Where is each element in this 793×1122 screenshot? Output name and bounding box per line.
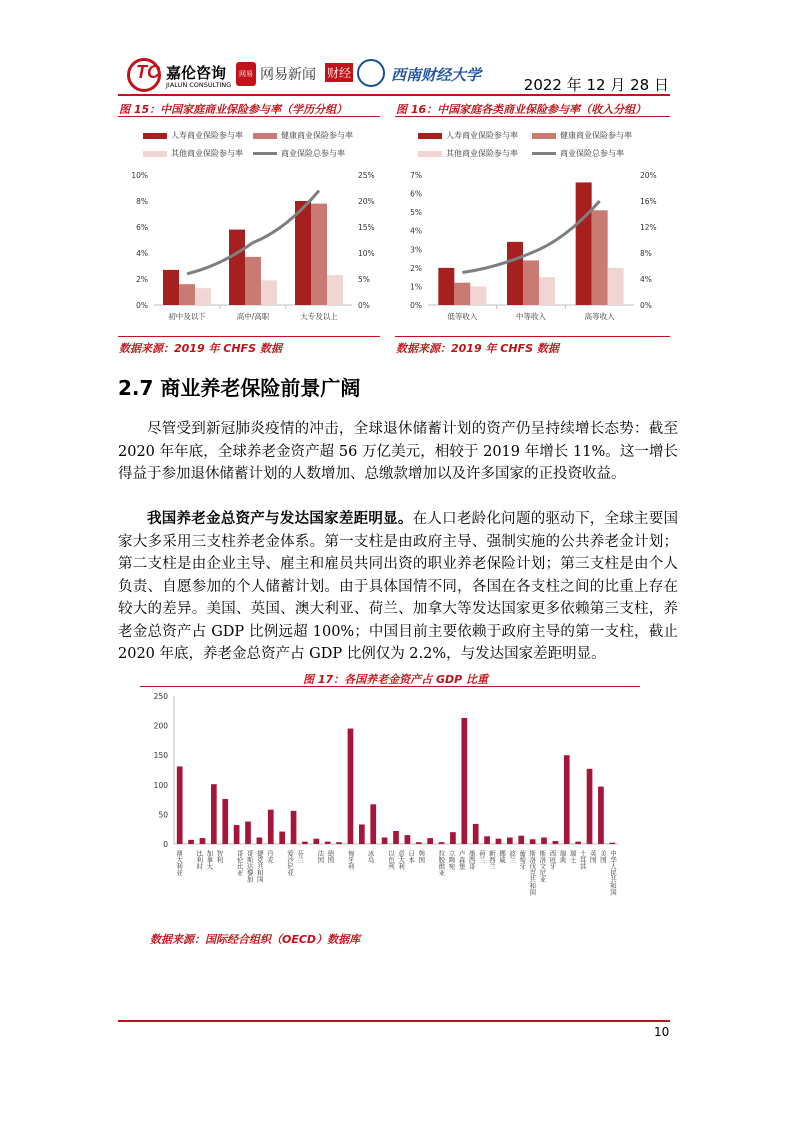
fig16-caption: 图 16：中国家庭各类商业保险参与率（收入分组） (396, 103, 647, 116)
fig17-category-label: 智利 (215, 850, 224, 863)
legend-label: 其他商业保险参与率 (446, 149, 518, 158)
fig15-x-tick-label: 大专及以上 (300, 312, 338, 321)
fig17-bar (461, 718, 467, 844)
fig17-bar (553, 841, 559, 844)
fig17-category-label: 澳大利亚 (175, 850, 184, 876)
fig17-category-label: 英国 (588, 850, 597, 863)
fig17-bar (530, 839, 536, 844)
fig15-bar (163, 270, 179, 305)
fig15-bar (261, 280, 277, 305)
fig16-ytick-right: 20% (640, 171, 657, 180)
fig15-ytick-right: 10% (358, 249, 375, 258)
fig17-bar (598, 787, 604, 844)
fig16-legend-life (418, 130, 518, 141)
fig16-bottom-rule (395, 336, 670, 337)
fig17-category-label: 墨西哥 (467, 850, 476, 870)
fig16-legend-other (418, 148, 518, 159)
fig17-bar (393, 831, 399, 844)
fig17-category-label: 葡萄牙 (518, 850, 527, 870)
fig17-top-rule (140, 686, 640, 687)
fig17-bar (279, 832, 285, 844)
fig17-category-label: 挪威 (497, 850, 506, 863)
fig17-category-label: 西班牙 (548, 850, 557, 870)
fig15-ytick-right: 5% (358, 275, 370, 284)
report-date: 2022 年 12 月 28 日 (523, 76, 669, 94)
fig15-ytick-left: 2% (136, 275, 148, 284)
legend-line (532, 152, 556, 155)
fig17-category-label: 哥伦比亚 (235, 850, 244, 876)
fig17-ytick: 100 (153, 780, 168, 790)
fig16-x-tick-label: 中等收入 (516, 312, 546, 321)
fig15-legend-life (143, 130, 243, 141)
fig17-category-label: 瑞士 (568, 850, 577, 863)
fig16-x-tick-label: 低等收入 (447, 312, 478, 321)
fig17-bar (302, 842, 308, 844)
fig17-category-label: 爱沙尼亚 (286, 850, 295, 876)
fig16-ytick-right: 12% (640, 223, 657, 232)
fig15-ytick-left: 0% (136, 301, 148, 310)
fig17-category-label: 意大利 (397, 850, 406, 870)
brand-cn: 嘉伦咨询 (166, 64, 227, 82)
paragraph-2-lead: 我国养老金总资产与发达国家差距明显。 (147, 510, 413, 527)
fig15-ytick-right: 20% (358, 197, 375, 206)
fig16-ytick-left: 1% (410, 282, 422, 292)
legend-label: 健康商业保险参与率 (281, 131, 353, 140)
fig16-ytick-right: 4% (640, 275, 652, 284)
fig15-bar (295, 201, 311, 305)
footer-divider (118, 1020, 670, 1022)
fig15-top-rule (118, 116, 380, 117)
fig15-chart (118, 165, 388, 330)
fig16-ytick-left: 2% (410, 263, 422, 273)
fig15-bar (195, 288, 211, 305)
fig17-category-label: 芬兰 (296, 850, 305, 863)
fig16-bar (576, 182, 592, 305)
fig17-category-label: 瑞典 (558, 850, 567, 863)
fig17-caption: 图 17：各国养老金资产占 GDP 比重 (303, 673, 489, 686)
fig17-bar (587, 769, 593, 844)
fig16-ytick-left: 6% (410, 189, 422, 199)
fig17-category-label: 韩国 (417, 850, 426, 863)
fig15-legend-other (143, 148, 243, 159)
fig17-bar (564, 755, 570, 844)
fig17-bar (473, 824, 479, 844)
fig17-bar (405, 835, 411, 844)
fig15-x-tick-label: 初中及以下 (168, 312, 206, 321)
fig16-bar (523, 260, 539, 305)
fig17-category-label: 中华人民共和国 (608, 850, 617, 896)
fig17-category-label: 匈牙利 (346, 850, 355, 870)
fig17-bar (496, 839, 502, 844)
fig16-bar (470, 286, 486, 305)
fig17-category-label: 卢森堡 (457, 850, 466, 870)
fig16-ytick-left: 0% (410, 301, 422, 310)
paragraph-2 (118, 508, 678, 666)
fig16-bar (507, 242, 523, 305)
fig17-bar (370, 804, 376, 844)
brand-en: JIALUN CONSULTING (166, 81, 232, 89)
fig17-ytick: 200 (153, 721, 168, 731)
fig15-bottom-rule (118, 336, 380, 337)
fig16-top-rule (395, 116, 670, 117)
caijing-badge: 财经 (325, 63, 353, 82)
fig15-bar (327, 275, 343, 305)
fig17-bar (507, 837, 513, 844)
fig16-x-tick-label: 高等收入 (584, 312, 615, 321)
legend-swatch (418, 151, 442, 157)
fig17-bar (211, 784, 217, 844)
section-title: 2.7 商业养老保险前景广阔 (118, 376, 361, 400)
fig17-category-label: 加拿大 (205, 850, 214, 870)
legend-label: 人寿商业保险参与率 (171, 131, 243, 140)
fig17-bar (484, 836, 490, 844)
fig17-bar (518, 836, 524, 844)
legend-swatch (418, 133, 442, 139)
fig17-category-label: 新西兰 (487, 850, 496, 870)
fig17-category-label: 哥斯达黎加 (245, 850, 254, 883)
fig15-ytick-right: 25% (358, 171, 375, 180)
fig17-category-label: 斯洛伐克共和国 (528, 850, 537, 896)
fig16-ytick-right: 8% (640, 249, 652, 258)
fig17-category-label: 冰岛 (366, 850, 375, 863)
fig16-ytick-left: 4% (410, 226, 422, 236)
fig17-bar (257, 837, 263, 844)
fig15-ytick-right: 0% (358, 301, 370, 310)
fig17-category-label: 丹麦 (265, 850, 274, 863)
fig17-category-label: 斯洛文尼亚 (538, 850, 547, 883)
legend-swatch (532, 133, 556, 139)
netease-name: 网易新闻 (260, 67, 316, 83)
fig17-bar (245, 822, 251, 844)
fig17-bar (200, 838, 206, 844)
fig17-bar (359, 824, 365, 844)
legend-swatch (253, 133, 277, 139)
fig16-ytick-left: 5% (410, 208, 422, 218)
fig16-legend-health (532, 130, 632, 141)
university-seal-icon (357, 59, 385, 87)
fig15-x-tick-label: 高中/高职 (236, 312, 270, 321)
legend-label: 人寿商业保险参与率 (446, 131, 518, 140)
fig17-bar (382, 837, 388, 844)
fig17-category-label: 波兰 (508, 850, 517, 863)
fig16-bar (454, 283, 470, 305)
legend-label: 健康商业保险参与率 (560, 131, 632, 140)
fig15-ytick-right: 15% (358, 223, 375, 232)
fig17-bar (313, 839, 319, 844)
fig17-category-label: 以色列 (386, 850, 395, 870)
fig17-bar (177, 766, 183, 844)
fig17-bar (541, 837, 547, 844)
fig17-ytick: 250 (153, 692, 168, 701)
fig15-caption: 图 15：中国家庭商业保险参与率（学历分组） (119, 103, 348, 116)
fig17-bar (348, 729, 354, 844)
fig17-bar (609, 843, 615, 844)
fig17-bar (439, 842, 445, 844)
logo-initials: TC (136, 62, 160, 82)
fig15-bar (179, 284, 195, 305)
legend-label: 商业保险总参与率 (560, 149, 624, 158)
fig15-ytick-left: 6% (136, 223, 148, 232)
fig15-legend-total (253, 148, 345, 159)
fig15-bar (229, 230, 245, 305)
fig17-category-label: 立陶宛 (447, 850, 456, 870)
fig17-bar (325, 842, 331, 844)
fig17-chart (140, 688, 640, 923)
paragraph-2-body: 在人口老龄化问题的驱动下，全球主要国家大多采用三支柱养老金体系。第一支柱是由政府主导、强制实施的公共养老金计划；第二支柱是由企业主导、雇主和雇员共同出资的职业养老保险计划；第三支柱是由个人负责、自愿参加的个人储蓄计划。由于具体国情不同，各国在各支柱之间的比重上存在较大的差异。美国、英国、澳大利亚、荷兰、加拿大等发达国家更多依赖第三支柱，养老金总资产占 GDP 比例远超 100%；中国目前主要依赖于政府主导的第一支柱，截止 2020 年底，养老金总资产占 GDP 比例仅为 2.2%，与发达国家差距明显。 (118, 511, 679, 662)
fig17-bar (268, 810, 274, 844)
fig17-bar (291, 811, 297, 844)
fig16-ytick-left: 3% (410, 245, 422, 255)
fig16-bar (438, 268, 454, 305)
legend-swatch (143, 133, 167, 139)
netease-badge-icon: 网易 (236, 62, 256, 86)
fig16-bar (539, 277, 555, 305)
fig17-bar (416, 842, 422, 844)
fig17-category-label: 拉脱维亚 (437, 850, 446, 876)
fig16-legend-total (532, 148, 624, 159)
fig17-category-label: 捷克共和国 (255, 850, 264, 883)
header-divider (118, 94, 670, 96)
fig16-bar (608, 268, 624, 305)
fig17-bar (188, 840, 194, 844)
fig17-category-label: 日本 (407, 850, 416, 863)
fig16-source: 数据来源：2019 年 CHFS 数据 (396, 342, 559, 355)
fig16-ytick-right: 0% (640, 301, 652, 310)
fig15-legend-health (253, 130, 353, 141)
paragraph-1: 尽管受到新冠肺炎疫情的冲击，全球退休储蓄计划的资产仍呈持续增长态势：截至 2020 年年底，全球养老金资产超 56 万亿美元，相较于 2019 年增长 11%。这一增长得益于参加退休储蓄计划的人数增加、总缴款增加以及许多国家的正投资收益。 (118, 421, 678, 482)
legend-line (253, 152, 277, 155)
fig17-category-label: 德国 (326, 850, 335, 863)
fig15-bar (245, 257, 261, 305)
fig15-ytick-left: 8% (136, 197, 148, 206)
fig17-ytick: 50 (158, 810, 168, 820)
fig17-category-label: 土耳其 (578, 850, 587, 870)
legend-label: 其他商业保险参与率 (171, 149, 243, 158)
legend-swatch (143, 151, 167, 157)
legend-label: 商业保险总参与率 (281, 149, 345, 158)
fig17-category-label: 荷兰 (477, 850, 486, 863)
page-number: 10 (654, 1025, 670, 1039)
fig16-ytick-left: 7% (410, 171, 422, 180)
fig16-bar (592, 210, 608, 305)
fig17-bar (575, 842, 581, 844)
fig16-ytick-right: 16% (640, 197, 657, 206)
fig17-source: 数据来源：国际经合组织（OECD）数据库 (150, 933, 361, 946)
fig17-bar (222, 799, 228, 844)
fig17-bar (234, 825, 240, 844)
fig15-ytick-left: 10% (131, 171, 148, 180)
university-name: 西南财经大学 (391, 66, 482, 84)
fig16-chart (392, 165, 670, 330)
fig17-bar (450, 832, 456, 844)
fig17-bar (427, 838, 433, 844)
fig15-ytick-left: 4% (136, 249, 148, 258)
fig15-bar (311, 204, 327, 305)
fig17-bar (336, 842, 342, 844)
fig15-source: 数据来源：2019 年 CHFS 数据 (119, 342, 282, 355)
fig17-category-label: 美国 (598, 850, 607, 863)
fig17-category-label: 法国 (316, 850, 325, 863)
fig17-ytick: 150 (153, 751, 168, 761)
fig17-ytick: 0 (163, 840, 168, 849)
fig17-category-label: 比利时 (195, 850, 204, 870)
